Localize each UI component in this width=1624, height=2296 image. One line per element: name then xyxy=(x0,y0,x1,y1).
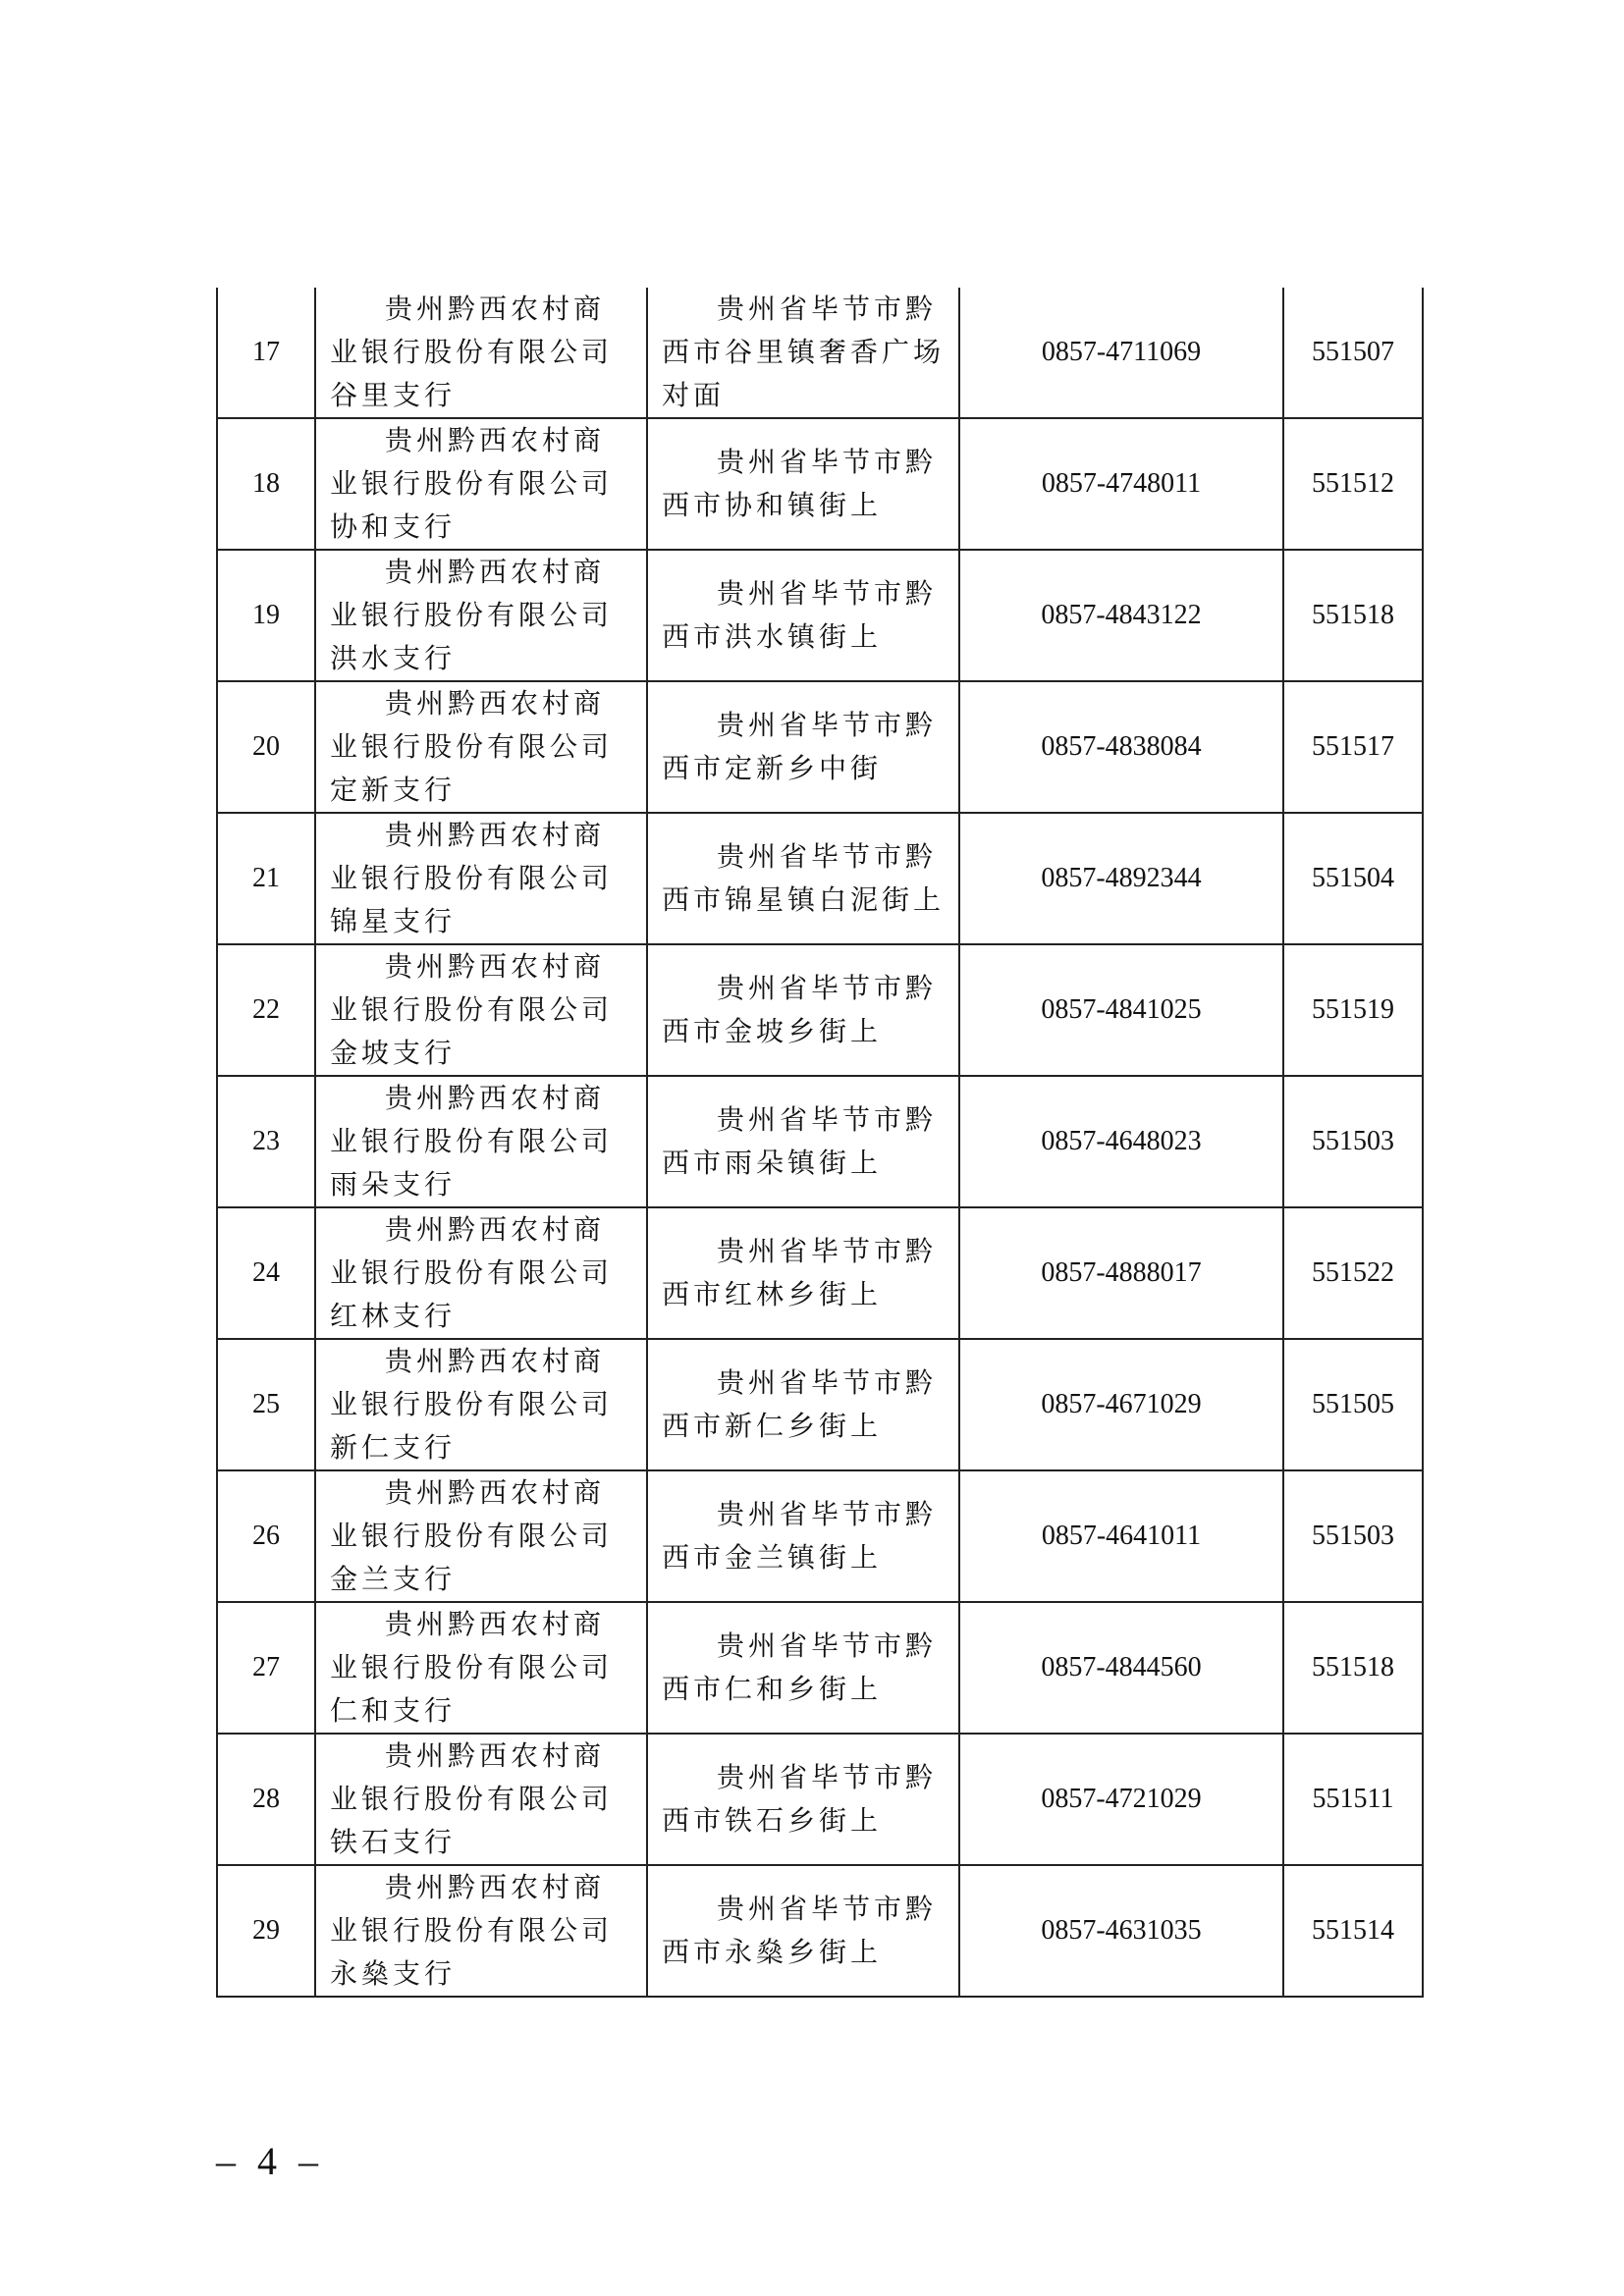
branch-address-text: 贵州省毕节市黔西市协和镇街上 xyxy=(662,446,938,521)
table-row xyxy=(217,418,1423,550)
row-number-cell: 23 xyxy=(217,1076,315,1207)
branch-address-cell xyxy=(647,1339,959,1470)
branch-name-text: 贵州黔西农村商业银行股份有限公司谷里支行 xyxy=(330,293,614,411)
row-number-cell: 25 xyxy=(217,1339,315,1470)
branch-address-cell xyxy=(647,1076,959,1207)
branch-address-cell xyxy=(647,1602,959,1734)
branch-address-cell xyxy=(647,681,959,813)
branch-address-cell xyxy=(647,418,959,550)
branch-postcode-cell: 551505 xyxy=(1283,1339,1423,1470)
branch-name-cell xyxy=(315,1865,647,1997)
branch-address-text: 贵州省毕节市黔西市新仁乡街上 xyxy=(662,1366,938,1442)
table-row xyxy=(217,1207,1423,1339)
table-row xyxy=(217,1470,1423,1602)
row-number-cell: 24 xyxy=(217,1207,315,1339)
branch-name-cell xyxy=(315,1207,647,1339)
row-number-cell: 26 xyxy=(217,1470,315,1602)
branch-phone-cell: 0857-4748011 xyxy=(959,418,1283,550)
branch-postcode-cell: 551511 xyxy=(1283,1734,1423,1865)
branch-name-cell xyxy=(315,550,647,681)
branch-postcode-cell: 551518 xyxy=(1283,1602,1423,1734)
branch-name-cell xyxy=(315,681,647,813)
branch-address-text: 贵州省毕节市黔西市谷里镇奢香广场对面 xyxy=(662,293,946,411)
branch-address-text: 贵州省毕节市黔西市仁和乡街上 xyxy=(662,1629,938,1705)
branch-postcode-cell: 551517 xyxy=(1283,681,1423,813)
row-number-cell: 22 xyxy=(217,944,315,1076)
branch-name-text: 贵州黔西农村商业银行股份有限公司金兰支行 xyxy=(330,1476,614,1595)
branch-phone-cell: 0857-4648023 xyxy=(959,1076,1283,1207)
branch-address-text: 贵州省毕节市黔西市锦星镇白泥街上 xyxy=(662,840,946,916)
branch-name-text: 贵州黔西农村商业银行股份有限公司锦星支行 xyxy=(330,819,614,937)
branch-address-text: 贵州省毕节市黔西市红林乡街上 xyxy=(662,1235,938,1310)
table-row xyxy=(217,1865,1423,1997)
table-row xyxy=(217,944,1423,1076)
branch-name-cell xyxy=(315,813,647,944)
branch-phone-cell: 0857-4631035 xyxy=(959,1865,1283,1997)
table-row xyxy=(217,813,1423,944)
branch-name-text: 贵州黔西农村商业银行股份有限公司协和支行 xyxy=(330,424,614,543)
branch-name-cell xyxy=(315,944,647,1076)
branch-name-text: 贵州黔西农村商业银行股份有限公司洪水支行 xyxy=(330,556,614,674)
branch-phone-cell: 0857-4888017 xyxy=(959,1207,1283,1339)
row-number-cell: 21 xyxy=(217,813,315,944)
branch-postcode-cell: 551514 xyxy=(1283,1865,1423,1997)
branch-address-cell xyxy=(647,288,959,418)
branch-phone-cell: 0857-4838084 xyxy=(959,681,1283,813)
branch-phone-cell: 0857-4641011 xyxy=(959,1470,1283,1602)
branch-name-text: 贵州黔西农村商业银行股份有限公司金坡支行 xyxy=(330,950,614,1069)
branch-address-text: 贵州省毕节市黔西市定新乡中街 xyxy=(662,709,938,784)
branch-postcode-cell: 551518 xyxy=(1283,550,1423,681)
branch-address-text: 贵州省毕节市黔西市金兰镇街上 xyxy=(662,1498,938,1574)
row-number-cell: 19 xyxy=(217,550,315,681)
branch-address-text: 贵州省毕节市黔西市雨朵镇街上 xyxy=(662,1103,938,1179)
branch-address-cell xyxy=(647,550,959,681)
branch-name-text: 贵州黔西农村商业银行股份有限公司仁和支行 xyxy=(330,1608,614,1727)
branch-phone-cell: 0857-4843122 xyxy=(959,550,1283,681)
branch-address-cell xyxy=(647,1470,959,1602)
row-number-cell: 28 xyxy=(217,1734,315,1865)
table-row xyxy=(217,681,1423,813)
branch-address-text: 贵州省毕节市黔西市洪水镇街上 xyxy=(662,577,938,653)
branch-name-cell xyxy=(315,1339,647,1470)
branch-address-cell xyxy=(647,813,959,944)
branch-address-cell xyxy=(647,944,959,1076)
branch-name-cell xyxy=(315,1470,647,1602)
branch-name-cell xyxy=(315,1076,647,1207)
table-row xyxy=(217,1076,1423,1207)
table-row xyxy=(217,1339,1423,1470)
branch-postcode-cell: 551522 xyxy=(1283,1207,1423,1339)
branch-postcode-cell: 551503 xyxy=(1283,1470,1423,1602)
branch-phone-cell: 0857-4841025 xyxy=(959,944,1283,1076)
branch-table-body xyxy=(217,288,1423,1997)
branch-address-text: 贵州省毕节市黔西市金坡乡街上 xyxy=(662,972,938,1047)
table-row xyxy=(217,1602,1423,1734)
branch-address-cell xyxy=(647,1865,959,1997)
branch-postcode-cell: 551507 xyxy=(1283,288,1423,418)
branch-name-cell xyxy=(315,1602,647,1734)
table-row xyxy=(217,288,1423,418)
branch-phone-cell: 0857-4721029 xyxy=(959,1734,1283,1865)
branch-address-cell xyxy=(647,1734,959,1865)
branch-name-text: 贵州黔西农村商业银行股份有限公司红林支行 xyxy=(330,1213,614,1332)
branch-postcode-cell: 551519 xyxy=(1283,944,1423,1076)
branch-address-text: 贵州省毕节市黔西市铁石乡街上 xyxy=(662,1761,938,1837)
page-number: – 4 – xyxy=(216,2139,324,2183)
row-number-cell: 27 xyxy=(217,1602,315,1734)
branch-name-cell xyxy=(315,418,647,550)
branch-name-cell xyxy=(315,288,647,418)
branch-address-text: 贵州省毕节市黔西市永燊乡街上 xyxy=(662,1893,938,1968)
branch-phone-cell: 0857-4892344 xyxy=(959,813,1283,944)
branch-name-text: 贵州黔西农村商业银行股份有限公司新仁支行 xyxy=(330,1345,614,1464)
branch-phone-cell: 0857-4711069 xyxy=(959,288,1283,418)
branch-name-cell xyxy=(315,1734,647,1865)
branch-name-text: 贵州黔西农村商业银行股份有限公司永燊支行 xyxy=(330,1871,614,1990)
table-row xyxy=(217,550,1423,681)
branch-table xyxy=(216,288,1424,1998)
branch-postcode-cell: 551512 xyxy=(1283,418,1423,550)
branch-name-text: 贵州黔西农村商业银行股份有限公司雨朵支行 xyxy=(330,1082,614,1201)
row-number-cell: 20 xyxy=(217,681,315,813)
row-number-cell: 17 xyxy=(217,288,315,418)
row-number-cell: 29 xyxy=(217,1865,315,1997)
branch-phone-cell: 0857-4671029 xyxy=(959,1339,1283,1470)
table-row xyxy=(217,1734,1423,1865)
row-number-cell: 18 xyxy=(217,418,315,550)
branch-address-cell xyxy=(647,1207,959,1339)
branch-name-text: 贵州黔西农村商业银行股份有限公司铁石支行 xyxy=(330,1739,614,1858)
branch-postcode-cell: 551504 xyxy=(1283,813,1423,944)
branch-name-text: 贵州黔西农村商业银行股份有限公司定新支行 xyxy=(330,687,614,806)
branch-postcode-cell: 551503 xyxy=(1283,1076,1423,1207)
branch-phone-cell: 0857-4844560 xyxy=(959,1602,1283,1734)
